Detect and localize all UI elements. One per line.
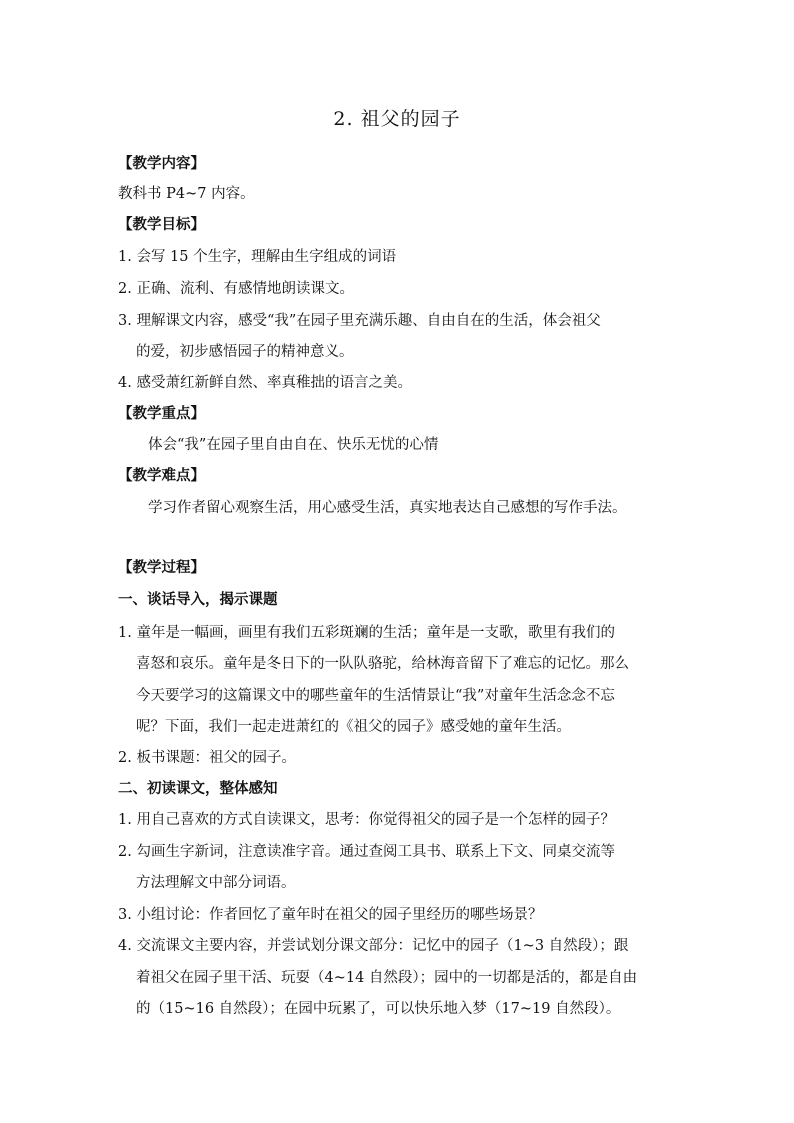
part2-line: 方法理解文中部分词语。 <box>136 875 296 891</box>
goal-item-continuation: 的爱，初步感悟园子的精神意义。 <box>136 344 354 360</box>
teaching-content-text: 教科书 P4~7 内容。 <box>118 186 255 202</box>
page-title: 2. 祖父的园子 <box>333 108 461 130</box>
part1-line: 喜怒和哀乐。童年是冬日下的一队队骆驼，给林海音留下了难忘的记忆。那么 <box>136 656 629 672</box>
part2-line: 3. 小组讨论：作者回忆了童年时在祖父的园子里经历的哪些场景？ <box>118 907 543 923</box>
goal-item: 3. 理解课文内容，感受“我”在园子里充满乐趣、自由自在的生活，体会祖父 <box>118 313 601 329</box>
part2-heading: 二、初读课文，整体感知 <box>118 781 278 797</box>
key-points-text: 体会“我”在园子里自由自在、快乐无忧的心情 <box>148 437 439 453</box>
heading-teaching-goals: 【教学目标】 <box>118 217 205 233</box>
goal-item: 4. 感受萧红新鲜自然、率真稚拙的语言之美。 <box>118 375 412 391</box>
part1-heading: 一、谈话导入，揭示课题 <box>118 592 278 608</box>
goal-item: 1. 会写 15 个生字，理解由生字组成的词语 <box>118 249 397 265</box>
part2-line: 1. 用自己喜欢的方式自读课文，思考：你觉得祖父的园子是一个怎样的园子？ <box>118 812 615 828</box>
part1-line: 2. 板书课题：祖父的园子。 <box>118 750 296 766</box>
part2-line: 2. 勾画生字新词，注意读准字音。通过查阅工具书、联系上下文、同桌交流等 <box>118 844 615 860</box>
part2-line: 4. 交流课文主要内容，并尝试划分课文部分：记忆中的园子（1~3 自然段）；跟 <box>118 938 629 954</box>
goal-item: 2. 正确、流利、有感情地朗读课文。 <box>118 281 354 297</box>
part1-line: 1. 童年是一幅画，画里有我们五彩斑斓的生活；童年是一支歌，歌里有我们的 <box>118 625 615 641</box>
heading-difficulties: 【教学难点】 <box>118 468 205 484</box>
difficulties-text: 学习作者留心观察生活，用心感受生活，真实地表达自己感想的写作手法。 <box>148 500 627 516</box>
heading-teaching-process: 【教学过程】 <box>118 560 205 576</box>
part2-line: 的（15~16 自然段）；在园中玩累了，可以快乐地入梦（17~19 自然段）。 <box>136 1001 621 1017</box>
part2-line: 着祖父在园子里干活、玩耍（4~14 自然段）；园中的一切都是活的，都是自由 <box>136 970 638 986</box>
heading-key-points: 【教学重点】 <box>118 406 205 422</box>
heading-teaching-content: 【教学内容】 <box>118 156 205 172</box>
part1-line: 呢？下面，我们一起走进萧红的《祖父的园子》感受她的童年生活。 <box>136 719 571 735</box>
part1-line: 今天要学习的这篇课文中的哪些童年的生活情景让“我”对童年生活念念不忘 <box>136 688 615 704</box>
